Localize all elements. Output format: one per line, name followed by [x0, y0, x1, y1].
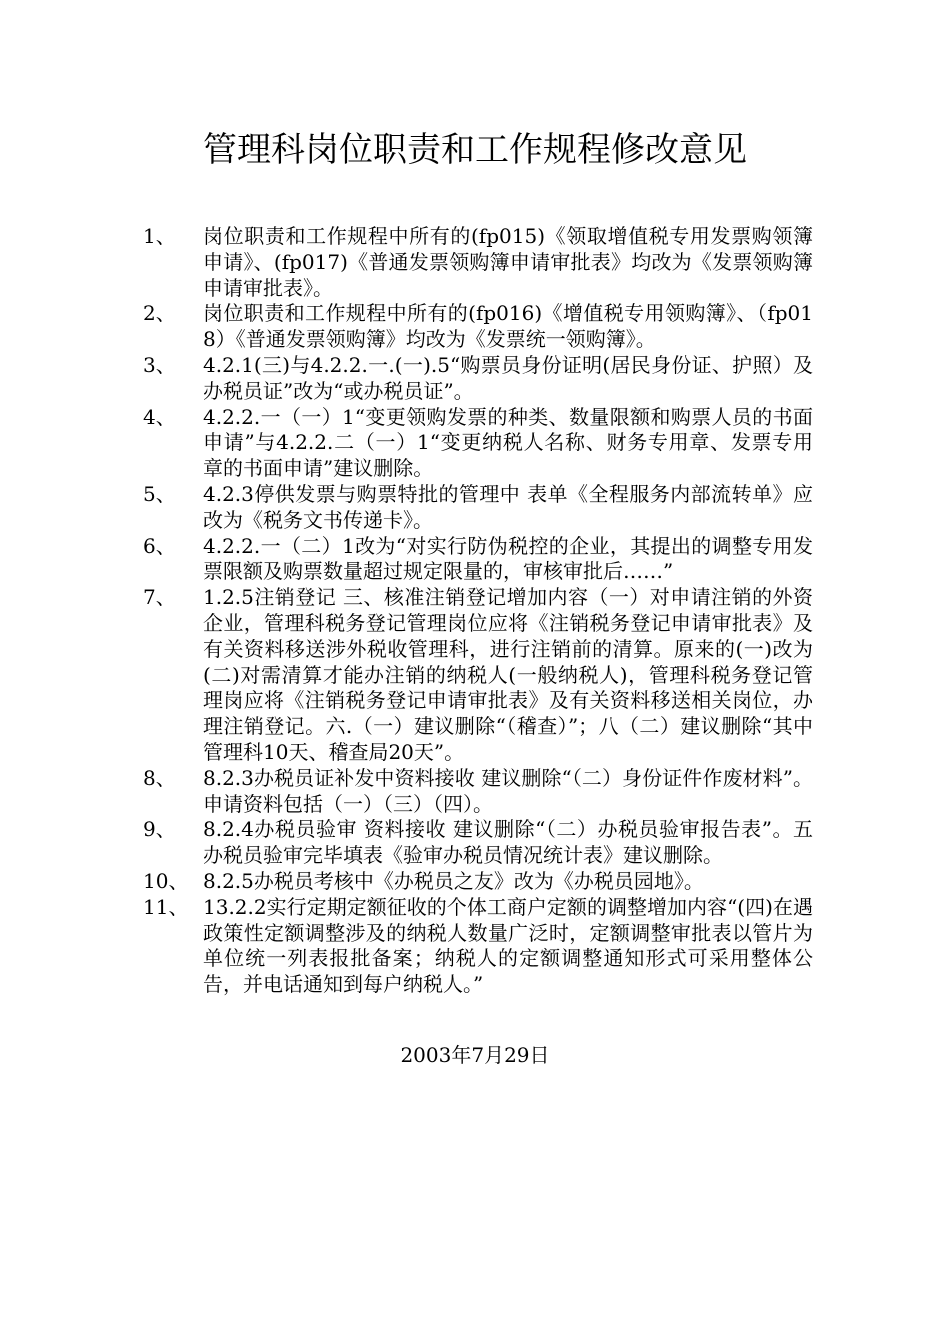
list-item [143, 585, 813, 766]
item-text: 8.2.5办税员考核中《办税员之友》改为《办税员园地》。 [203, 868, 704, 893]
item-number: 9、 [143, 817, 176, 842]
item-text: 岗位职责和工作规程中所有的(fp015)《领取增值税专用发票购领簿申请》、(fp017)《普通发票领购簿申请审批表》均改为《发票领购簿申请审批表》。 [203, 224, 813, 300]
document-title: 管理科岗位职责和工作规程修改意见 [203, 130, 747, 170]
list-item [143, 895, 813, 998]
list-item [143, 817, 813, 869]
list-item [143, 482, 813, 534]
item-number: 4、 [143, 404, 176, 429]
item-number: 2、 [143, 301, 176, 326]
list-item [143, 301, 813, 353]
list-item [143, 224, 813, 301]
item-text: 8.2.3办税员证补发中资料接收 建议删除“（二）身份证件作废材料”。申请资料包括（一）（三）（四）。 [203, 765, 813, 816]
item-text: 13.2.2实行定期定额征收的个体工商户定额的调整增加内容“(四)在遇政策性定额调整涉及的纳税人数量广泛时，定额调整审批表以管片为单位统一列表报批备案；纳税人的定额调整通知形式可采用整体公告，并电话通知到每户纳税人。” [203, 894, 813, 997]
item-number: 3、 [143, 352, 176, 377]
item-text: 岗位职责和工作规程中所有的(fp016)《增值税专用领购簿》、（fp018）《普通发票领购簿》均改为《发票统一领购簿》。 [203, 301, 813, 352]
list-item [143, 353, 813, 405]
document-date: 2003年7月29日 [400, 1043, 550, 1067]
item-text: 8.2.4办税员验审 资料接收 建议删除“（二）办税员验审报告表”。五办税员验审完毕填表《验审办税员情况统计表》建议删除。 [203, 817, 813, 868]
item-number: 5、 [143, 481, 176, 506]
revision-list [143, 224, 813, 998]
item-number: 8、 [143, 765, 176, 790]
item-number: 10、 [143, 868, 189, 893]
list-item [143, 869, 813, 895]
item-number: 1、 [143, 224, 176, 248]
item-number: 7、 [143, 585, 176, 610]
list-item [143, 766, 813, 818]
item-text: 4.2.2.一（二）1改为“对实行防伪税控的企业，其提出的调整专用发票限额及购票数量超过规定限量的，审核审批后……” [203, 533, 813, 584]
item-text: 4.2.3停供发票与购票特批的管理中 表单《全程服务内部流转单》应改为《税务文书传递卡》。 [203, 481, 813, 532]
item-text: 1.2.5注销登记 三、核准注销登记增加内容（一）对申请注销的外资企业，管理科税务登记管理岗位应将《注销税务登记申请审批表》及有关资料移送涉外税收管理科，进行注销前的清算。原来的(一)改为(二)对需清算才能办注销的纳税人(一般纳税人)，管理科税务登记管理岗应将《注销税务登记申请审批表》及有关资料移送相关岗位，办理注销登记。六.（一）建议删除“（稽查）”；八（二）建议删除“其中管理科10天、稽查局20天”。 [203, 585, 813, 764]
item-text: 4.2.2.一（一）1“变更领购发票的种类、数量限额和购票人员的书面申请”与4.2.2.二（一）1“变更纳税人名称、财务专用章、发票专用章的书面申请”建议删除。 [203, 404, 813, 481]
item-text: 4.2.1(三)与4.2.2.一.(一).5“购票员身份证明(居民身份证、护照）及办税员证”改为“或办税员证”。 [203, 352, 813, 403]
list-item [143, 534, 813, 586]
item-number: 6、 [143, 533, 176, 558]
list-item [143, 405, 813, 482]
item-number: 11、 [143, 894, 189, 919]
